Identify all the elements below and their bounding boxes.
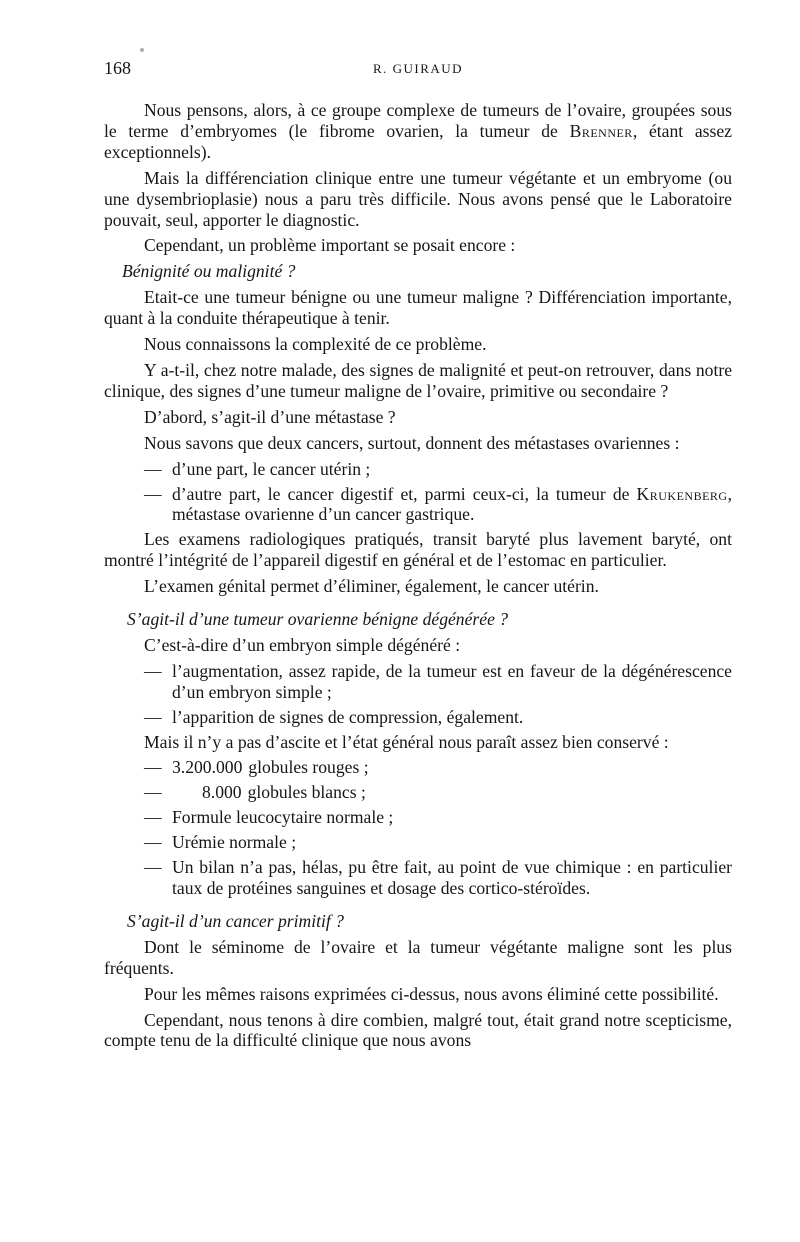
paragraph-6: Y a-t-il, chez notre malade, des signes de malignité et peut-on retrouver, dans notre clinique, des signes d’une tumeur maligne de l’ovaire, primitive ou secondaire ?: [104, 359, 732, 401]
dash-item-4: — l’apparition de signes de compression, également.: [144, 706, 524, 727]
dash-item-8: — Urémie normale ;: [144, 832, 297, 853]
paragraph-5: Nous connaissons la complexité de ce problème.: [144, 334, 487, 355]
paragraph-2: Mais la différenciation clinique entre une tumeur végétante et un embryome (ou une dysembrioplasie) nous a paru très difficile. Nous avons pensé que le Laboratoire pouvait, seul, apporter le diagnostic.: [104, 167, 732, 230]
page-number: 168: [104, 58, 131, 78]
dash-item-9: — Un bilan n’a pas, hélas, pu être fait, au point de vue chimique : en particulier taux de protéines sanguines et dosage des cortico-stéroïdes.: [144, 857, 732, 898]
paragraph-15: Cependant, nous tenons à dire combien, malgré tout, était grand notre scepticisme, compte tenu de la difficulté clinique que nous avons: [104, 1009, 732, 1051]
red-cell-count: 3.200.000: [172, 757, 243, 778]
paragraph-12: Mais il n’y a pas d’ascite et l’état général nous paraît assez bien conservé :: [144, 731, 669, 752]
page-header: [104, 58, 732, 88]
paragraph-13: Dont le séminome de l’ovaire et la tumeur végétante maligne sont les plus fréquents.: [104, 936, 732, 978]
author-name-krukenberg: Krukenberg: [636, 483, 728, 504]
white-cell-count: 8.000: [202, 782, 242, 803]
paragraph-1: Nous pensons, alors, à ce groupe complexe de tumeurs de l’ovaire, groupées sous le terme d’embryomes (le fibrome ovarien, la tumeur de Brenner, étant assez exceptionnels).: [104, 100, 732, 162]
paragraph-4: Etait-ce une tumeur bénigne ou une tumeur maligne ? Différenciation importante, quant à la conduite thérapeutique à tenir.: [104, 287, 732, 329]
paragraph-7: D’abord, s’agit-il d’une métastase ?: [144, 406, 396, 427]
paragraph-3: Cependant, un problème important se posait encore :: [144, 235, 516, 256]
paragraph-10: L’examen génital permet d’éliminer, également, le cancer utérin.: [144, 576, 599, 597]
print-speck: [140, 48, 144, 52]
dash-item-3: — l’augmentation, assez rapide, de la tumeur est en faveur de la dégénérescence d’un embryon simple ;: [144, 660, 732, 702]
paragraph-8: Nous savons que deux cancers, surtout, donnent des métastases ovariennes :: [144, 432, 680, 453]
author-name-brenner: Brenner: [569, 120, 633, 141]
body-text: [104, 100, 732, 1056]
section-heading-primitif: S’agit-il d’un cancer primitif ?: [127, 910, 344, 931]
dash-item-7: — Formule leucocytaire normale ;: [144, 807, 394, 828]
section-heading-benignite: Bénignité ou malignité ?: [122, 261, 296, 282]
paragraph-9: Les examens radiologiques pratiqués, transit baryté plus lavement baryté, ont montré l’intégrité de l’appareil digestif en général et de l’estomac en particulier.: [104, 529, 732, 571]
dash-item-5: — 3.200.000 globules rouges ;: [144, 757, 369, 778]
paragraph-14: Pour les mêmes raisons exprimées ci-dessus, nous avons éliminé cette possibilité.: [144, 983, 719, 1004]
dash-item-2: — d’autre part, le cancer digestif et, parmi ceux-ci, la tumeur de Krukenberg, métastase ovarienne d’un cancer gastrique.: [144, 483, 732, 525]
running-head: R. GUIRAUD: [372, 61, 464, 76]
paragraph-11: C’est-à-dire d’un embryon simple dégénéré :: [144, 634, 461, 655]
section-heading-degeneree: S’agit-il d’une tumeur ovarienne bénigne dégénérée ?: [127, 609, 509, 630]
dash-item-1: — d’une part, le cancer utérin ;: [144, 458, 371, 479]
dash-item-6: — 8.000 globules blancs ;: [144, 782, 366, 803]
